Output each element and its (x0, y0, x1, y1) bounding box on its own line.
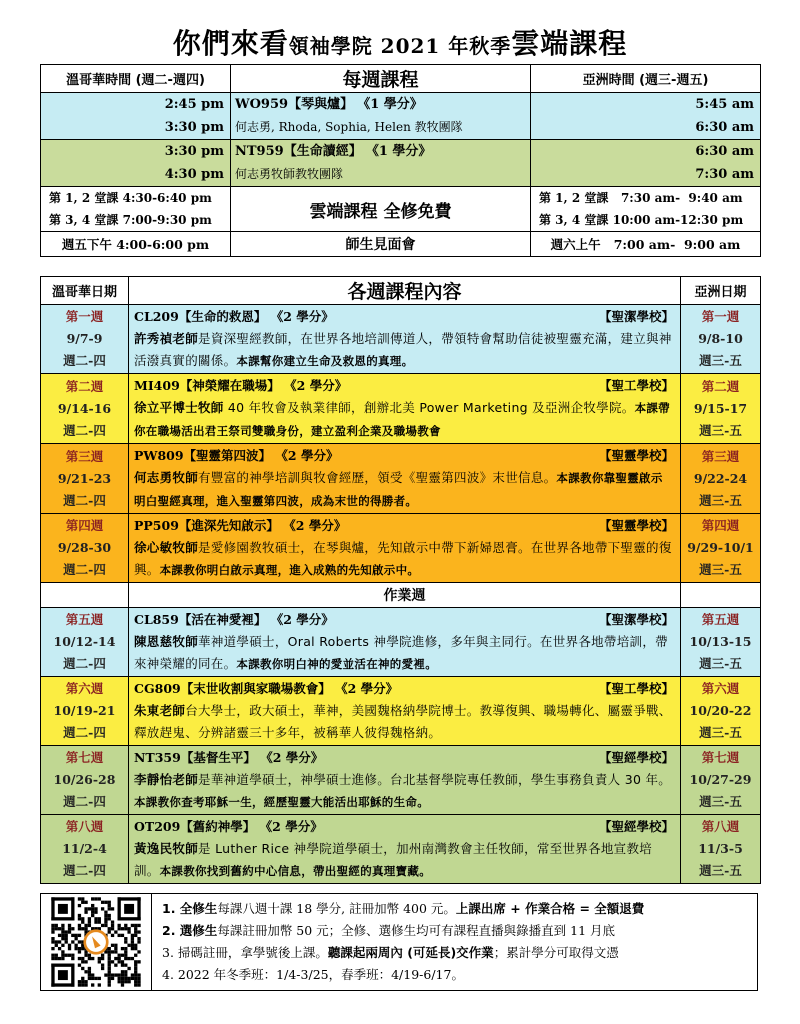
course-credit: 《2 學分》 (335, 681, 399, 696)
course-code: CL859 (134, 612, 179, 627)
week-label: 第三週 (65, 448, 104, 464)
schedule-row (41, 140, 761, 187)
vancouver-days: 週二-四 (63, 422, 106, 438)
week-row (41, 815, 761, 884)
teacher-name: 朱東老師 (134, 703, 186, 718)
title-part-4: 雲端課程 (511, 27, 628, 60)
note-text: 3. 掃碼註冊，拿學號後上課。 (162, 945, 328, 960)
school-label: 【聖潔學校】 (598, 612, 674, 627)
course-code: PP509 (134, 518, 179, 533)
teacher-name: 黃逸民牧師 (134, 841, 199, 856)
teacher-description: 是 Luther Rice 神學院道學碩士，加州南灣教會主任牧師，常至世界各地宣教培訓。 (134, 841, 653, 878)
course-intro: 本課帶你在職場活出君王祭司雙職身份，建立盈利企業及職場教會 (134, 401, 670, 438)
weekly-course-table (40, 276, 761, 884)
teacher-description: 華神道學碩士，Oral Roberts 神學院進修，多年與主同行。在世界各地帶培訓，帶來神榮耀的同在。 (134, 634, 668, 671)
asia-date: 10/27-29 (689, 772, 752, 787)
school-label: 【聖經學校】 (598, 750, 674, 765)
week-label: 第六週 (701, 681, 740, 696)
vancouver-date: 9/14-16 (57, 400, 112, 416)
note-2 (162, 920, 644, 942)
asia-days: 週三-五 (699, 492, 742, 508)
week-row (41, 374, 761, 444)
session-time: 第 3, 4 堂課 7:00-9:30 pm (49, 213, 212, 227)
teacher-description: 40 年牧會及執業律師，創辦北美 Power Marketing 及亞洲企牧學院。 (223, 400, 635, 415)
homework-week-label: 作業週 (129, 583, 681, 608)
asia-days: 週三-五 (699, 794, 742, 809)
vancouver-days: 週二-四 (63, 562, 106, 577)
vancouver-date: 10/19-21 (53, 703, 116, 718)
course-intro: 本課教你靠聖靈啟示明白聖經真理，進入聖靈第四波，成為末世的得勝者。 (134, 471, 663, 508)
time: 3:30 pm (164, 120, 224, 135)
teacher-description: 台大學士，政大碩士，華神，美國魏格納學院博士。教導復興、職場轉化、屬靈爭戰、釋放趕鬼、分辨諸靈三十多年，被稱華人彼得魏格納。 (134, 703, 672, 740)
course-intro: 本課教你查考耶穌一生，經歷聖靈大能活出耶穌的生命。 (134, 794, 429, 809)
schedule-row (41, 187, 761, 232)
course-name: 【基督生平】 (180, 750, 256, 765)
note-text: 每課註冊加幣 50 元；全修、選修生均可有課程直播與錄播直到 11 月底 (217, 923, 616, 938)
note-emphasis: 聽課起兩周內 (可延長)交作業 (327, 945, 494, 960)
course-name: 【生命的救恩】 (178, 309, 267, 324)
teacher-description: 是資深聖經教師，在世界各地培訓傳道人，帶領特會幫助信徒被聖靈充滿，建立與神活潑真實的關係。 (134, 331, 672, 368)
time: 2:45 pm (164, 97, 224, 112)
school-label: 【聖靈學校】 (598, 448, 674, 463)
weekly-schedule-table (40, 64, 761, 257)
vancouver-days: 週二-四 (63, 353, 106, 368)
school-label: 【聖工學校】 (598, 378, 674, 393)
week-label: 第五週 (65, 612, 104, 627)
course-credit: 《2 學分》 (259, 819, 323, 834)
school-label: 【聖工學校】 (598, 681, 674, 696)
course-code: CG809 (134, 681, 181, 696)
header-vancouver-time: 溫哥華時間 (週二-週四) (41, 65, 231, 93)
teacher-name: 徐心敏牧師 (134, 540, 199, 555)
note-3 (162, 942, 644, 964)
week-label: 第七週 (65, 750, 104, 765)
week-row (41, 514, 761, 583)
week-row (41, 746, 761, 815)
asia-days: 週三-五 (699, 422, 742, 438)
course-intro: 本課教你明白神的愛並活在神的愛裡。 (236, 656, 438, 671)
session-time: 第 1, 2 堂課 4:30-6:40 pm (49, 191, 212, 205)
teacher-name: 李靜怡老師 (134, 772, 199, 787)
vancouver-date: 9/7-9 (66, 331, 103, 346)
course-name: 【生命讀經】 (283, 144, 362, 159)
teacher-name: 許秀禎老師 (134, 331, 199, 346)
vancouver-days: 週二-四 (63, 492, 106, 508)
footer-notes-box (40, 893, 758, 991)
course-code: CL209 (134, 309, 179, 324)
title-part-1: 你們來看 (172, 27, 289, 60)
asia-days: 週三-五 (699, 725, 742, 740)
time: 6:30 am (695, 144, 754, 159)
note-emphasis: 上課出席 + 作業合格 = 全額退費 (455, 901, 645, 916)
asia-date: 10/13-15 (689, 634, 752, 649)
course-credit: 《2 學分》 (270, 309, 334, 324)
time: 6:30 am (695, 120, 754, 135)
qr-code-icon (48, 894, 144, 990)
course-code: OT209 (134, 819, 181, 834)
asia-days: 週三-五 (699, 562, 742, 577)
vancouver-date: 10/26-28 (53, 772, 116, 787)
week-label: 第二週 (65, 378, 104, 394)
teacher-name: 徐立平博士牧師 (134, 400, 224, 415)
course-intro: 本課教你明白啟示真理，進入成熟的先知啟示中。 (159, 562, 420, 577)
free-cloud-course: 雲端課程 全修免費 (231, 187, 531, 232)
vancouver-days: 週二-四 (63, 656, 106, 671)
week-label: 第三週 (701, 448, 740, 464)
course-name: 【神榮耀在職場】 (179, 378, 280, 393)
title-part-3: 2021 年秋季 (372, 34, 512, 58)
course-intro: 本課幫你建立生命及救恩的真理。 (236, 353, 414, 368)
course-code: MI409 (134, 378, 180, 393)
school-label: 【聖經學校】 (598, 819, 674, 834)
asia-days: 週三-五 (699, 656, 742, 671)
course-credit: 《2 學分》 (260, 750, 324, 765)
vancouver-date: 10/12-14 (53, 634, 116, 649)
asia-date: 11/3-5 (698, 841, 743, 856)
week-row (41, 677, 761, 746)
registration-qr-code[interactable] (41, 894, 152, 990)
time: 3:30 pm (164, 144, 224, 159)
week-label: 第一週 (65, 309, 104, 324)
asia-date: 9/8-10 (698, 331, 743, 346)
page-title (0, 22, 800, 62)
course-code: NT959 (235, 144, 284, 159)
week-label: 第二週 (701, 378, 740, 394)
course-name: 【活在神愛裡】 (178, 612, 267, 627)
header-course-content: 各週課程內容 (129, 277, 681, 305)
asia-days: 週三-五 (699, 863, 742, 878)
week-label: 第六週 (65, 681, 104, 696)
course-credit: 《1 學分》 (365, 144, 432, 159)
vancouver-date: 11/2-4 (62, 841, 107, 856)
teacher-name: 陳恩慈牧師 (134, 634, 199, 649)
note-text: 每課八週十課 18 學分, 註冊加幣 400 元。 (217, 901, 456, 916)
schedule-row (41, 232, 761, 257)
meeting-time: 週六上午 7:00 am- 9:00 am (531, 232, 761, 257)
asia-date: 10/20-22 (689, 703, 752, 718)
week-label: 第一週 (701, 309, 740, 324)
note-text: ；累計學分可取得文憑 (493, 945, 619, 960)
course-credit: 《1 學分》 (357, 97, 423, 112)
asia-days: 週三-五 (699, 353, 742, 368)
week-label: 第七週 (701, 750, 740, 765)
week-label: 第四週 (65, 518, 104, 533)
week-label: 第五週 (701, 612, 740, 627)
teacher-description: 是愛修園教牧碩士，在琴與爐，先知啟示中帶下新婦恩膏。在世界各地帶下聖靈的復興。 (134, 540, 672, 577)
note-4 (162, 964, 644, 986)
teacher-description: 有豐富的神學培訓與牧會經歷，領受《聖靈第四波》末世信息。 (198, 470, 557, 485)
meeting-title: 師生見面會 (231, 232, 531, 257)
week-row (41, 305, 761, 374)
course-code: PW809 (134, 448, 184, 463)
course-name: 【聖靈第四波】 (183, 448, 272, 463)
week-row (41, 444, 761, 514)
teacher-name: 何志勇牧師 (134, 470, 199, 485)
session-time: 第 1, 2 堂課 7:30 am- 9:40 am (539, 191, 743, 205)
title-part-2: 領袖學院 (288, 34, 373, 58)
week-label: 第八週 (65, 819, 104, 834)
header-vancouver-date: 溫哥華日期 (41, 277, 129, 305)
asia-date: 9/22-24 (693, 470, 748, 486)
course-intro: 本課教你找到舊約中心信息，帶出聖經的真理寶藏。 (159, 863, 432, 878)
header-asia-time: 亞洲時間 (週三-週五) (531, 65, 761, 93)
course-name: 【進深先知啟示】 (178, 518, 279, 533)
week-label: 第四週 (701, 518, 740, 533)
header-asia-date: 亞洲日期 (681, 277, 761, 305)
header-weekly-course: 每週課程 (231, 65, 531, 93)
teacher-description: 是華神道學碩士，神學碩士進修。台北基督學院專任教師，學生事務負責人 30 年。 (198, 772, 672, 787)
vancouver-days: 週二-四 (63, 863, 106, 878)
week-label: 第八週 (701, 819, 740, 834)
vancouver-date: 9/21-23 (57, 470, 112, 486)
note-1 (162, 898, 644, 920)
school-label: 【聖靈學校】 (598, 518, 674, 533)
vancouver-date: 9/28-30 (57, 540, 112, 555)
session-time: 第 3, 4 堂課 10:00 am-12:30 pm (539, 213, 744, 227)
course-name: 【舊約神學】 (180, 819, 256, 834)
course-credit: 《2 學分》 (270, 612, 334, 627)
time: 4:30 pm (164, 167, 224, 182)
note-label: 2. 選修生 (162, 923, 218, 938)
vancouver-days: 週二-四 (63, 725, 106, 740)
asia-date: 9/29-10/1 (687, 540, 754, 555)
course-name: 【末世收割與家職場教會】 (180, 681, 331, 696)
course-name: 【琴與爐】 (288, 97, 354, 112)
meeting-time: 週五下午 4:00-6:00 pm (41, 232, 231, 257)
time: 5:45 am (695, 97, 754, 112)
course-teacher: 何志勇, Rhoda, Sophia, Helen 教牧團隊 (235, 120, 463, 134)
schedule-row (41, 93, 761, 140)
course-credit: 《2 學分》 (275, 448, 339, 463)
week-row (41, 608, 761, 677)
asia-date: 9/15-17 (693, 400, 748, 416)
note-label: 1. 全修生 (162, 901, 218, 916)
note-text: 4. 2022 年冬季班：1/4-3/25，春季班：4/19-6/17。 (162, 967, 464, 982)
course-code: WO959 (235, 97, 289, 112)
course-code: NT359 (134, 750, 181, 765)
homework-week-row (41, 583, 761, 608)
school-label: 【聖潔學校】 (598, 309, 674, 324)
course-credit: 《2 學分》 (283, 518, 347, 533)
vancouver-days: 週二-四 (63, 794, 106, 809)
course-credit: 《2 學分》 (284, 378, 348, 393)
course-teacher: 何志勇牧師教牧團隊 (235, 167, 344, 181)
time: 7:30 am (695, 167, 754, 182)
